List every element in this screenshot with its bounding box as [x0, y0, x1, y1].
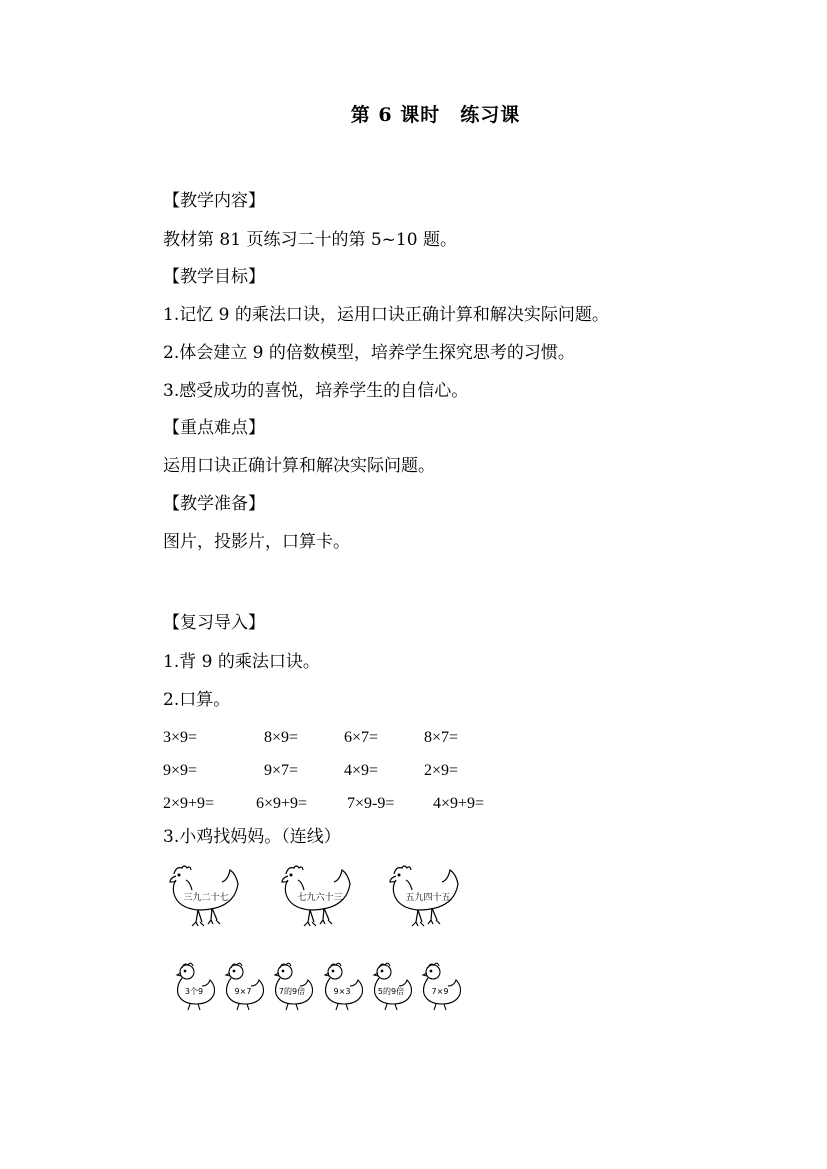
review-item-3: 3.小鸡找妈妈。（连线） — [163, 827, 341, 847]
chick-illustration — [172, 960, 220, 1012]
chick-illustration — [418, 960, 466, 1012]
review-item-2: 2.口算。 — [163, 690, 231, 710]
chick-label: 7的9倍 — [278, 987, 306, 996]
review-item-1: 1.背 9 的乘法口诀。 — [163, 652, 320, 672]
hen-illustration — [280, 860, 360, 932]
chick-label: 9×3 — [333, 987, 351, 996]
hen-label: 七九六十三 — [297, 893, 343, 903]
goal-3: 3.感受成功的喜悦，培养学生的自信心。 — [163, 381, 469, 401]
chick-label: 5的9倍 — [377, 987, 405, 996]
goal-2: 2.体会建立 9 的倍数模型，培养学生探究思考的习惯。 — [163, 343, 575, 363]
section-header-key: 【重点难点】 — [163, 418, 265, 438]
chick-illustration — [320, 960, 368, 1012]
chick-illustration — [221, 960, 269, 1012]
calc-item: 4×9+9= — [433, 795, 485, 812]
calc-item: 7×9-9= — [347, 795, 395, 812]
calc-item: 2×9= — [424, 762, 459, 779]
hen-label: 五九四十五 — [405, 893, 451, 903]
calc-item: 3×9= — [163, 729, 198, 746]
page-title: 第 6 课时 练习课 — [350, 104, 521, 126]
hen-illustration — [168, 860, 248, 932]
section-header-goals: 【教学目标】 — [163, 267, 265, 287]
calc-item: 8×9= — [264, 729, 299, 746]
chick-label: 7×9 — [431, 987, 449, 996]
calc-item: 9×7= — [264, 762, 299, 779]
key-text: 运用口诀正确计算和解决实际问题。 — [163, 456, 435, 476]
chick-label: 9×7 — [234, 987, 252, 996]
calc-item: 2×9+9= — [163, 795, 215, 812]
calc-item: 9×9= — [163, 762, 198, 779]
section-header-prep: 【教学准备】 — [163, 494, 265, 514]
hen-illustration — [388, 860, 468, 932]
calc-item: 8×7= — [424, 729, 459, 746]
section-header-review: 【复习导入】 — [163, 613, 265, 633]
content-text: 教材第 81 页练习二十的第 5~10 题。 — [163, 230, 457, 250]
goal-1: 1.记忆 9 的乘法口诀，运用口诀正确计算和解决实际问题。 — [163, 305, 609, 325]
hen-label: 三九二十七 — [183, 893, 229, 903]
chick-label: 3个9 — [184, 987, 204, 996]
calc-item: 4×9= — [344, 762, 379, 779]
calc-item: 6×9+9= — [256, 795, 308, 812]
chick-illustration — [270, 960, 318, 1012]
prep-text: 图片，投影片，口算卡。 — [163, 532, 350, 552]
section-header-content: 【教学内容】 — [163, 191, 265, 211]
chick-illustration — [369, 960, 417, 1012]
calc-item: 6×7= — [344, 729, 379, 746]
